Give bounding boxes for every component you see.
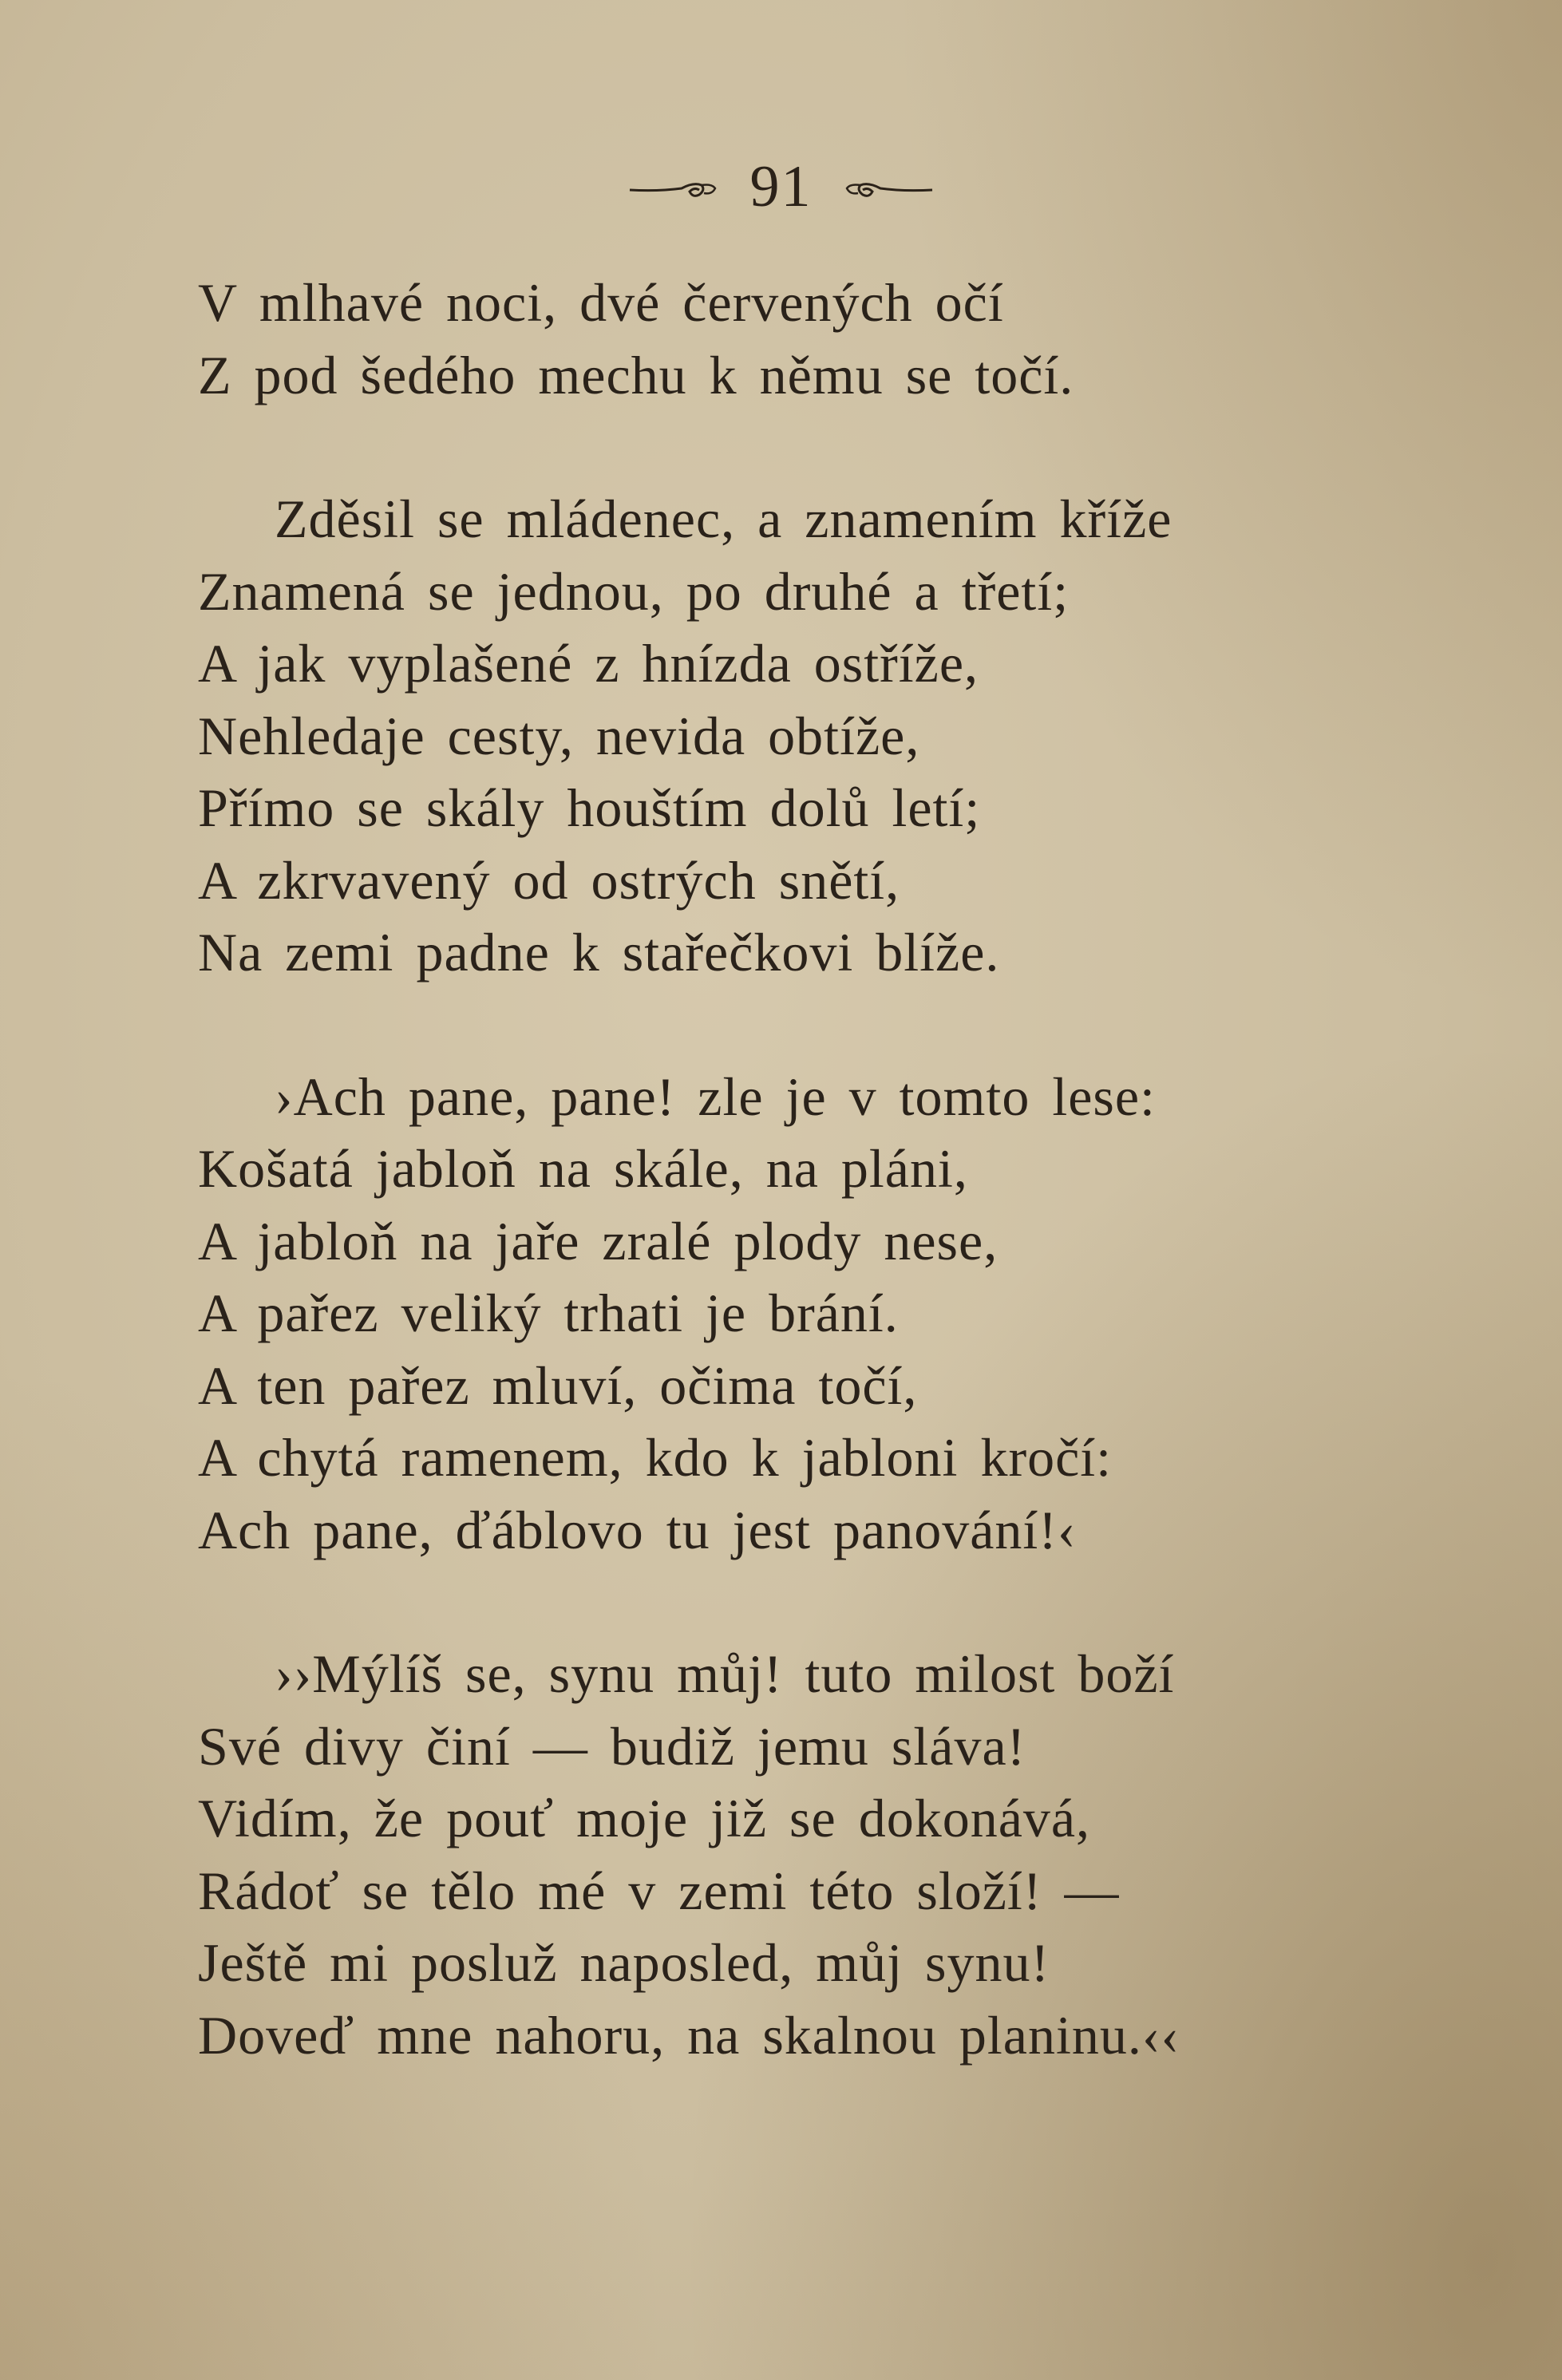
stanza-4	[198, 1638, 1379, 2071]
stanza-1	[198, 267, 1379, 411]
poem-line: A zkrvavený od ostrých snětí,	[198, 849, 900, 911]
poem-line: ››Mýlíš se, synu můj! tuto milost boží	[275, 1643, 1175, 1704]
poem-line: Doveď mne nahoru, na skalnou planinu.‹‹	[198, 2004, 1180, 2066]
poem-line: Znamená se jednou, po druhé a třetí;	[198, 560, 1070, 622]
poem-line: Nehledaje cesty, nevida obtíže,	[198, 705, 920, 766]
poem-line: Své divy činí — budiž jemu sláva!	[198, 1715, 1026, 1777]
poem-line: Na zemi padne k stařečkovi blíže.	[198, 922, 1000, 982]
poem-line: A jabloň na jaře zralé plody nese,	[198, 1210, 998, 1271]
right-flourish-icon	[840, 168, 936, 208]
poem-line: Vidím, že pouť moje již se dokonává,	[198, 1788, 1091, 1848]
stanza-2	[198, 483, 1379, 989]
left-flourish-icon	[626, 168, 722, 208]
poem-line: Rádoť se tělo mé v zemi této složí! —	[198, 1860, 1120, 1921]
poem-line: A pařez veliký trhati je brání.	[198, 1283, 899, 1343]
poem-line: Košatá jabloň na skále, na pláni,	[198, 1138, 968, 1199]
page-header	[0, 153, 1562, 225]
poem-line: ›Ach pane, pane! zle je v tomto lese:	[275, 1065, 1156, 1127]
poem-line: A ten pařez mluví, očima točí,	[198, 1354, 918, 1416]
poem-body	[198, 267, 1379, 2143]
poem-line: Přímo se skály houštím dolů letí;	[198, 777, 981, 838]
poem-line: A chytá ramenem, kdo k jabloni kročí:	[198, 1427, 1113, 1488]
poem-line: V mlhavé noci, dvé červených očí	[198, 272, 1004, 333]
poem-line: Ještě mi posluž naposled, můj synu!	[198, 1932, 1050, 1993]
poem-line: Ach pane, ďáblovo tu jest panování!‹	[198, 1499, 1077, 1560]
poem-line: Z pod šedého mechu k němu se točí.	[198, 344, 1074, 405]
poem-line: Zděsil se mládenec, a znamením kříže	[275, 488, 1172, 549]
poem-line: A jak vyplašené z hnízda ostříže,	[198, 633, 979, 694]
page-number: 91	[749, 154, 813, 219]
stanza-3	[198, 1061, 1379, 1567]
